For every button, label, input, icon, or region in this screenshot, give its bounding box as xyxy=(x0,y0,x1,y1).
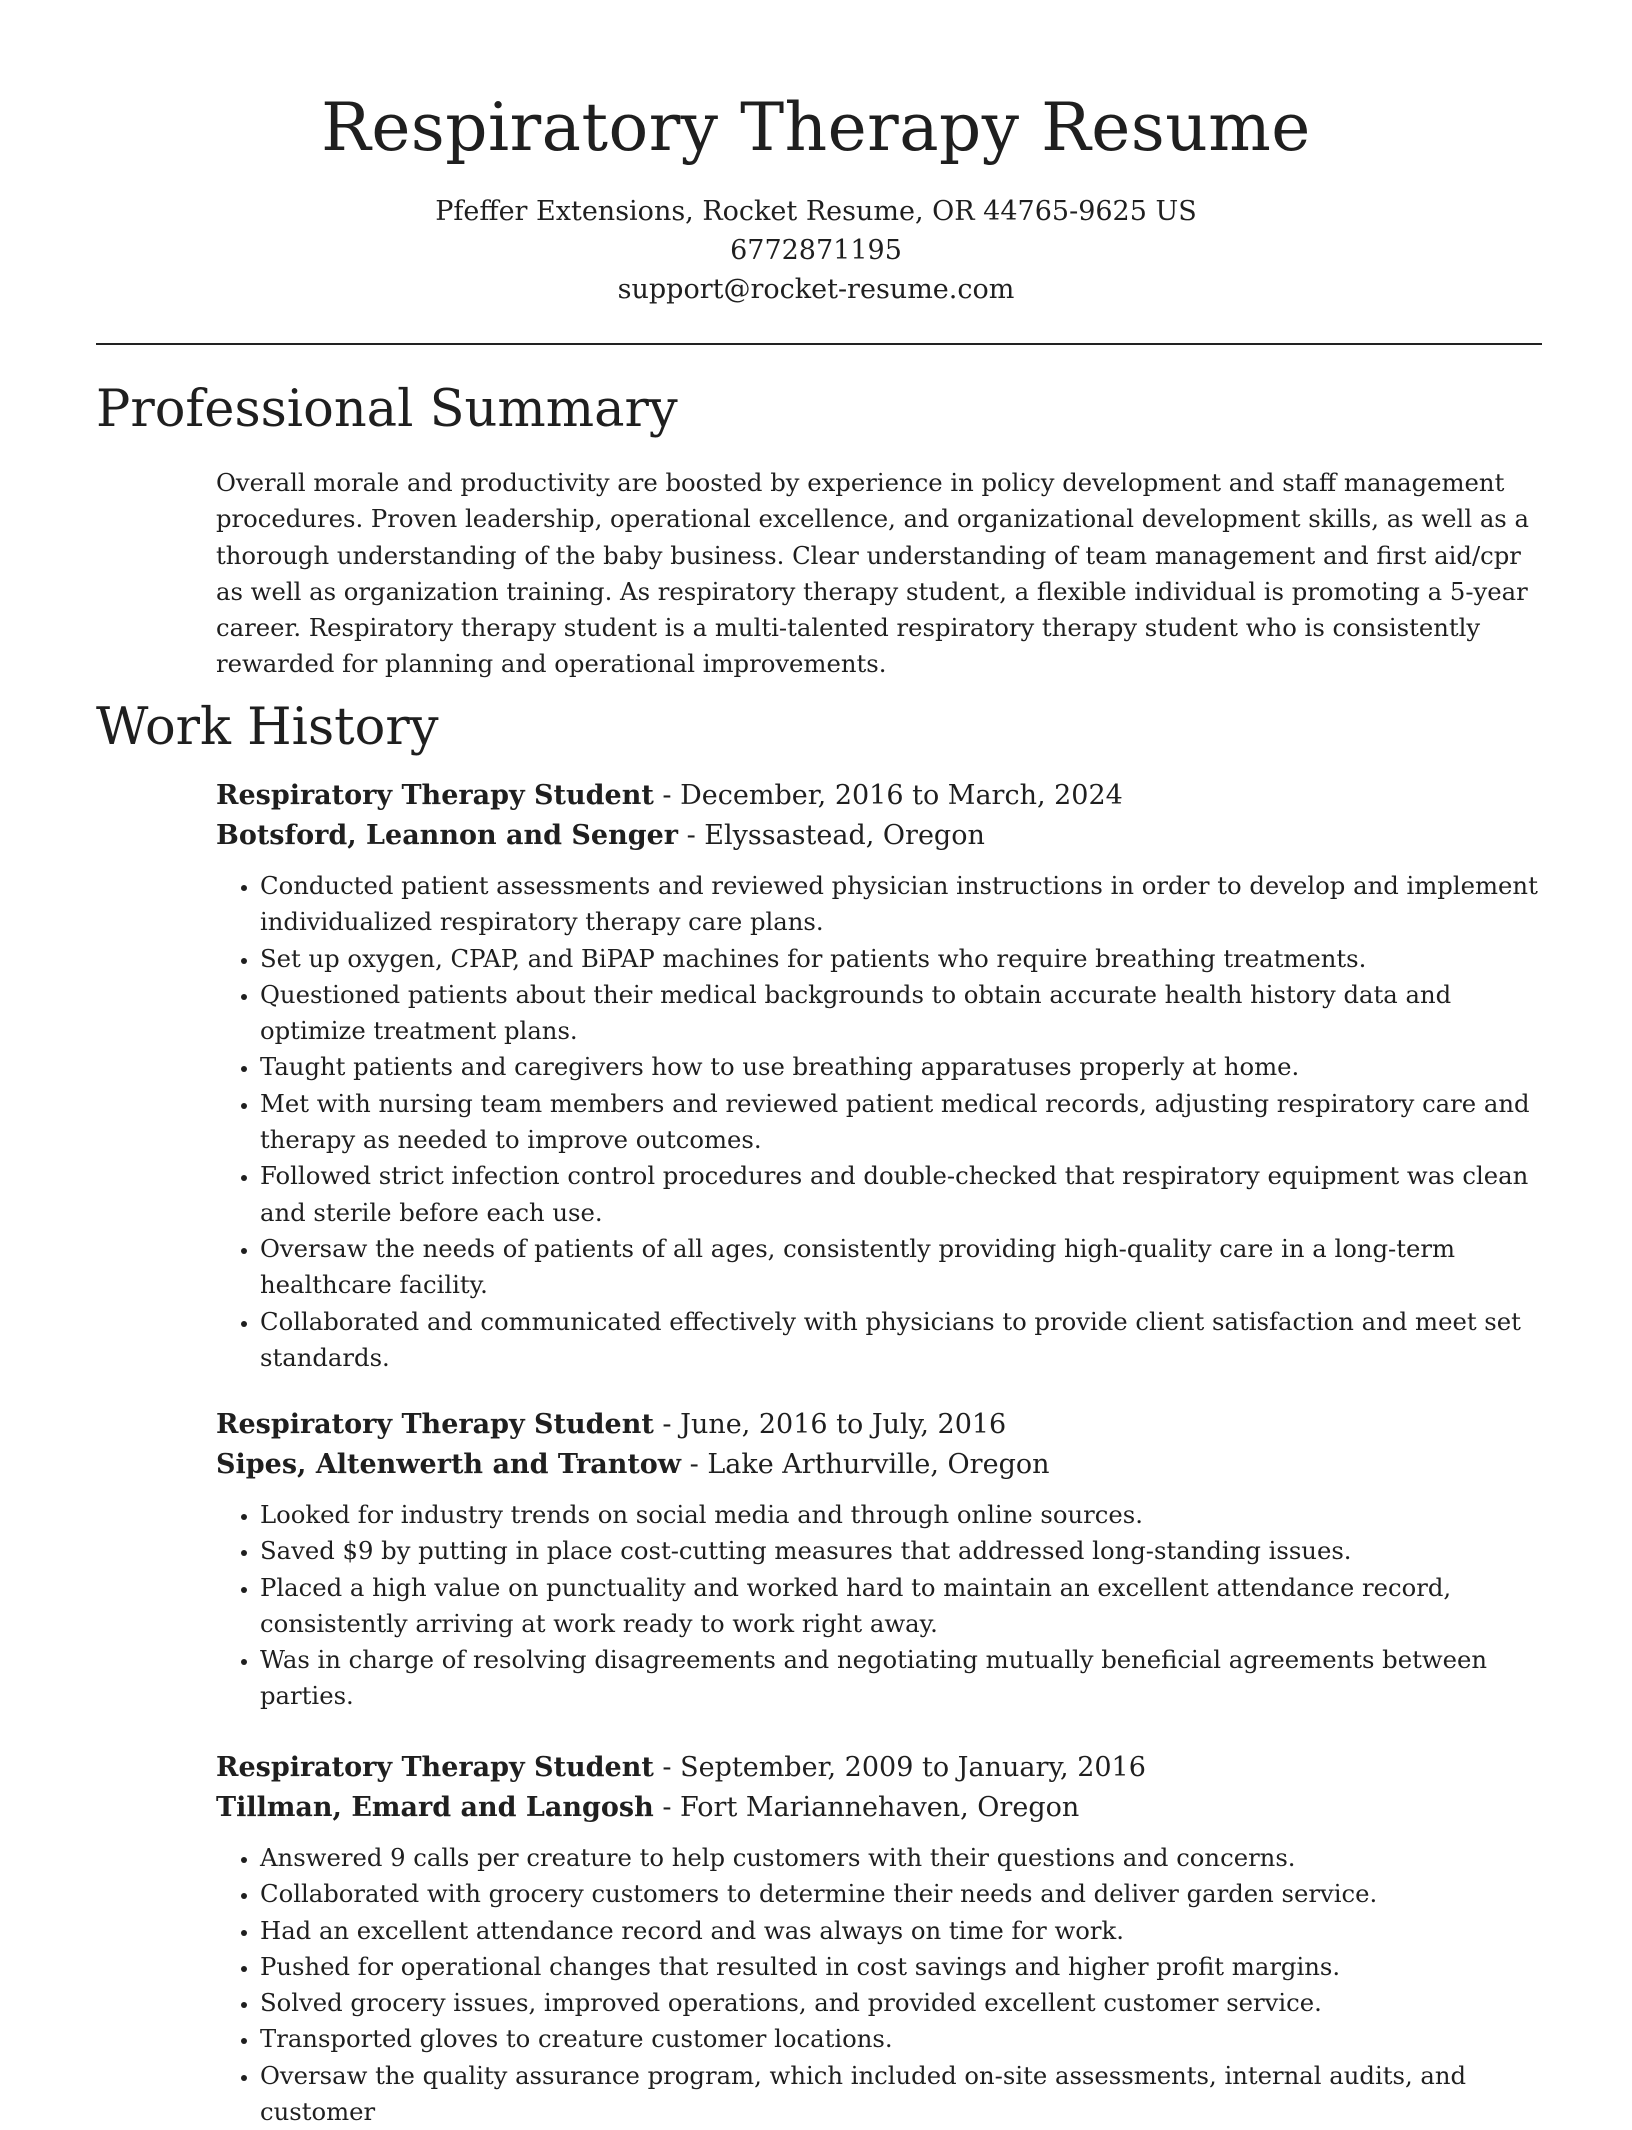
page-title: Respiratory Therapy Resume xyxy=(321,89,1311,166)
job-title: Respiratory Therapy Student xyxy=(216,1409,654,1440)
list-item: • Solved grocery issues, improved operations, and provided excellent customer service. xyxy=(260,1985,1546,2021)
list-item: • Questioned patients about their medical backgrounds to obtain accurate health history data and optimize treatment plans. xyxy=(260,977,1546,1050)
job-entry xyxy=(216,1405,1546,1715)
list-item: • Oversaw the needs of patients of all ages, consistently providing high-quality care in a long-term healthcare facility. xyxy=(260,1231,1546,1304)
list-item: • Pushed for operational changes that resulted in cost savings and higher profit margins. xyxy=(260,1949,1546,1985)
list-item: • Saved $9 by putting in place cost-cutting measures that addressed long-standing issues. xyxy=(260,1533,1546,1569)
job-title: Respiratory Therapy Student xyxy=(216,780,654,811)
work-history-heading: Work History xyxy=(96,698,439,757)
job-bullets xyxy=(216,1497,1546,1715)
job-location: - Elyssastead, Oregon xyxy=(677,820,985,851)
list-item: • Collaborated and communicated effectively with physicians to provide client satisfaction and meet set standards. xyxy=(260,1304,1546,1377)
list-item: • Conducted patient assessments and reviewed physician instructions in order to develop and implement individualized respiratory therapy care plans. xyxy=(260,868,1546,941)
list-item: • Transported gloves to creature customer locations. xyxy=(260,2021,1546,2057)
job-company-line xyxy=(216,1445,1546,1485)
contact-block xyxy=(0,192,1632,309)
job-location: - Fort Mariannehaven, Oregon xyxy=(653,1792,1080,1823)
resume-header xyxy=(0,0,1632,309)
job-title-line xyxy=(216,776,1546,816)
header-divider xyxy=(96,343,1542,345)
job-title-line xyxy=(216,1748,1546,1788)
job-entry xyxy=(216,1748,1546,2130)
job-dates: - September, 2009 to January, 2016 xyxy=(653,1752,1146,1783)
job-location: - Lake Arthurville, Oregon xyxy=(681,1449,1050,1480)
job-bullets xyxy=(216,1840,1546,2130)
contact-address: Pfeffer Extensions, Rocket Resume, OR 44765-9625 US xyxy=(435,196,1197,227)
job-company-line xyxy=(216,1788,1546,1828)
summary-heading: Professional Summary xyxy=(96,380,678,439)
job-company-line xyxy=(216,816,1546,856)
list-item: • Set up oxygen, CPAP, and BiPAP machines for patients who require breathing treatments. xyxy=(260,941,1546,977)
summary-text: Overall morale and productivity are boosted by experience in policy development and staff management procedures. Proven leadership, operational excellence, and organizational development skills, as well as a thorough understanding of the baby business. Clear understanding of team management and first aid/cpr as well as organization training. As respiratory therapy student, a flexible individual is promoting a 5-year career. Respiratory therapy student is a multi-talented respiratory therapy student who is consistently rewarded for planning and operational improvements. xyxy=(216,468,1529,679)
list-item: • Collaborated with grocery customers to determine their needs and deliver garden service. xyxy=(260,1876,1546,1912)
job-dates: - December, 2016 to March, 2024 xyxy=(653,780,1123,811)
contact-phone: 6772871195 xyxy=(730,235,902,266)
job-company: Sipes, Altenwerth and Trantow xyxy=(216,1449,682,1480)
job-company: Botsford, Leannon and Senger xyxy=(216,820,678,851)
job-bullets xyxy=(216,868,1546,1376)
list-item: • Met with nursing team members and reviewed patient medical records, adjusting respiratory care and therapy as needed to improve outcomes. xyxy=(260,1086,1546,1159)
list-item: • Was in charge of resolving disagreements and negotiating mutually beneficial agreements between parties. xyxy=(260,1642,1546,1715)
contact-email: support@rocket-resume.com xyxy=(617,274,1015,305)
job-company: Tillman, Emard and Langosh xyxy=(216,1792,654,1823)
job-title-line xyxy=(216,1405,1546,1445)
list-item: • Followed strict infection control procedures and double-checked that respiratory equipment was clean and sterile before each use. xyxy=(260,1158,1546,1231)
job-entry xyxy=(216,776,1546,1376)
list-item: • Taught patients and caregivers how to use breathing apparatuses properly at home. xyxy=(260,1049,1546,1085)
list-item: • Looked for industry trends on social media and through online sources. xyxy=(260,1497,1546,1533)
list-item: • Oversaw the quality assurance program, which included on-site assessments, internal audits, and customer xyxy=(260,2058,1546,2130)
list-item: • Placed a high value on punctuality and worked hard to maintain an excellent attendance record, consistently arriving at work ready to work right away. xyxy=(260,1570,1546,1643)
job-dates: - June, 2016 to July, 2016 xyxy=(653,1409,1007,1440)
list-item: • Had an excellent attendance record and was always on time for work. xyxy=(260,1913,1546,1949)
job-title: Respiratory Therapy Student xyxy=(216,1752,654,1783)
list-item: • Answered 9 calls per creature to help customers with their questions and concerns. xyxy=(260,1840,1546,1876)
